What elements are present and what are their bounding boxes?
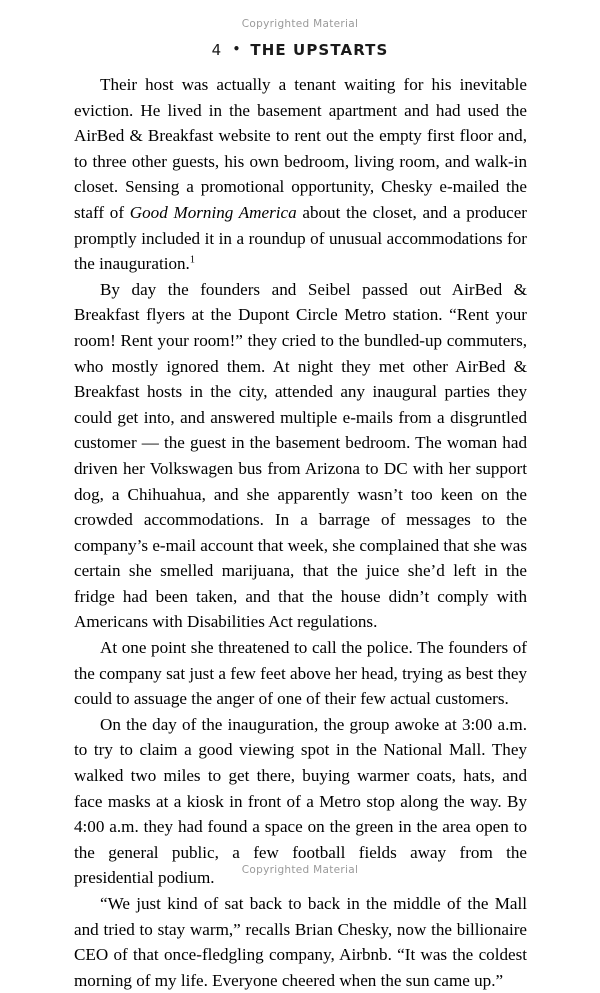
footnote-marker: 1 [189, 254, 195, 266]
paragraph-5: “We just kind of sat back to back in the middle of the Mall and tried to stay warm,” recalls Brian Chesky, now the billionaire CEO of that once-fledgling company, Airbnb. “It was the coldest morning of my life. Everyone cheered when the sun came up.” [74, 894, 527, 990]
running-head-separator: • [232, 42, 242, 56]
copyright-watermark-bottom: Copyrighted Material [241, 864, 359, 876]
paragraph-1-text-a: Their host was actually a tenant waiting for his inevitable eviction. He lived in the basement apartment and had used the AirBed & Breakfast website to rent out the empty first floor and, to three other guests, his own bedroom, living room, and walk-in closet. Sensing a promotional opportunity, Chesky e-mailed the staff of [74, 75, 527, 222]
copyright-watermark-top: Copyrighted Material [241, 18, 359, 30]
book-title: THE UPSTARTS [250, 41, 389, 59]
paragraph-3: At one point she threatened to call the police. The founders of the company sat just a few feet above her head, trying as best they could to assuage the anger of one of their few actual customers. [74, 638, 527, 709]
publication-title: Good Morning America [129, 202, 297, 222]
paragraph-2: By day the founders and Seibel passed out AirBed & Breakfast flyers at the Dupont Circle Metro station. “Rent your room! Rent your room!” they cried to the bundled-up commuters, who mostly ignored them. At night they met other AirBed & Breakfast hosts in the city, attended any inaugural parties they could get into, and answered multiple e-mails from a disgruntled customer — the guest in the basement bedroom. The woman had driven her Volkswagen bus from Arizona to DC with her support dog, a Chihuahua, and she apparently wasn’t too keen on the crowded accommodations. In a barrage of messages to the company’s e-mail account that week, she complained that she was certain she smelled marijuana, that the juice she’d left in the fridge had been taken, and that the house didn’t comply with Americans with Disabilities Act regulations. [74, 279, 527, 632]
running-head [0, 41, 600, 59]
page-number: 4 [211, 41, 222, 59]
paragraph-1 [74, 72, 527, 277]
body-text [74, 72, 527, 993]
paragraph-1-text-b: about the closet, and a producer promptly included it in a roundup of unusual accommodations for the inauguration. [74, 202, 528, 274]
paragraph-4: On the day of the inauguration, the group awoke at 3:00 a.m. to try to claim a good viewing spot in the National Mall. They walked two miles to get there, buying warmer coats, hats, and face masks at a kiosk in front of a Metro stop along the way. By 4:00 a.m. they had found a space on the green in the area open to the general public, a few football fields away from the presidential podium. [74, 714, 527, 888]
